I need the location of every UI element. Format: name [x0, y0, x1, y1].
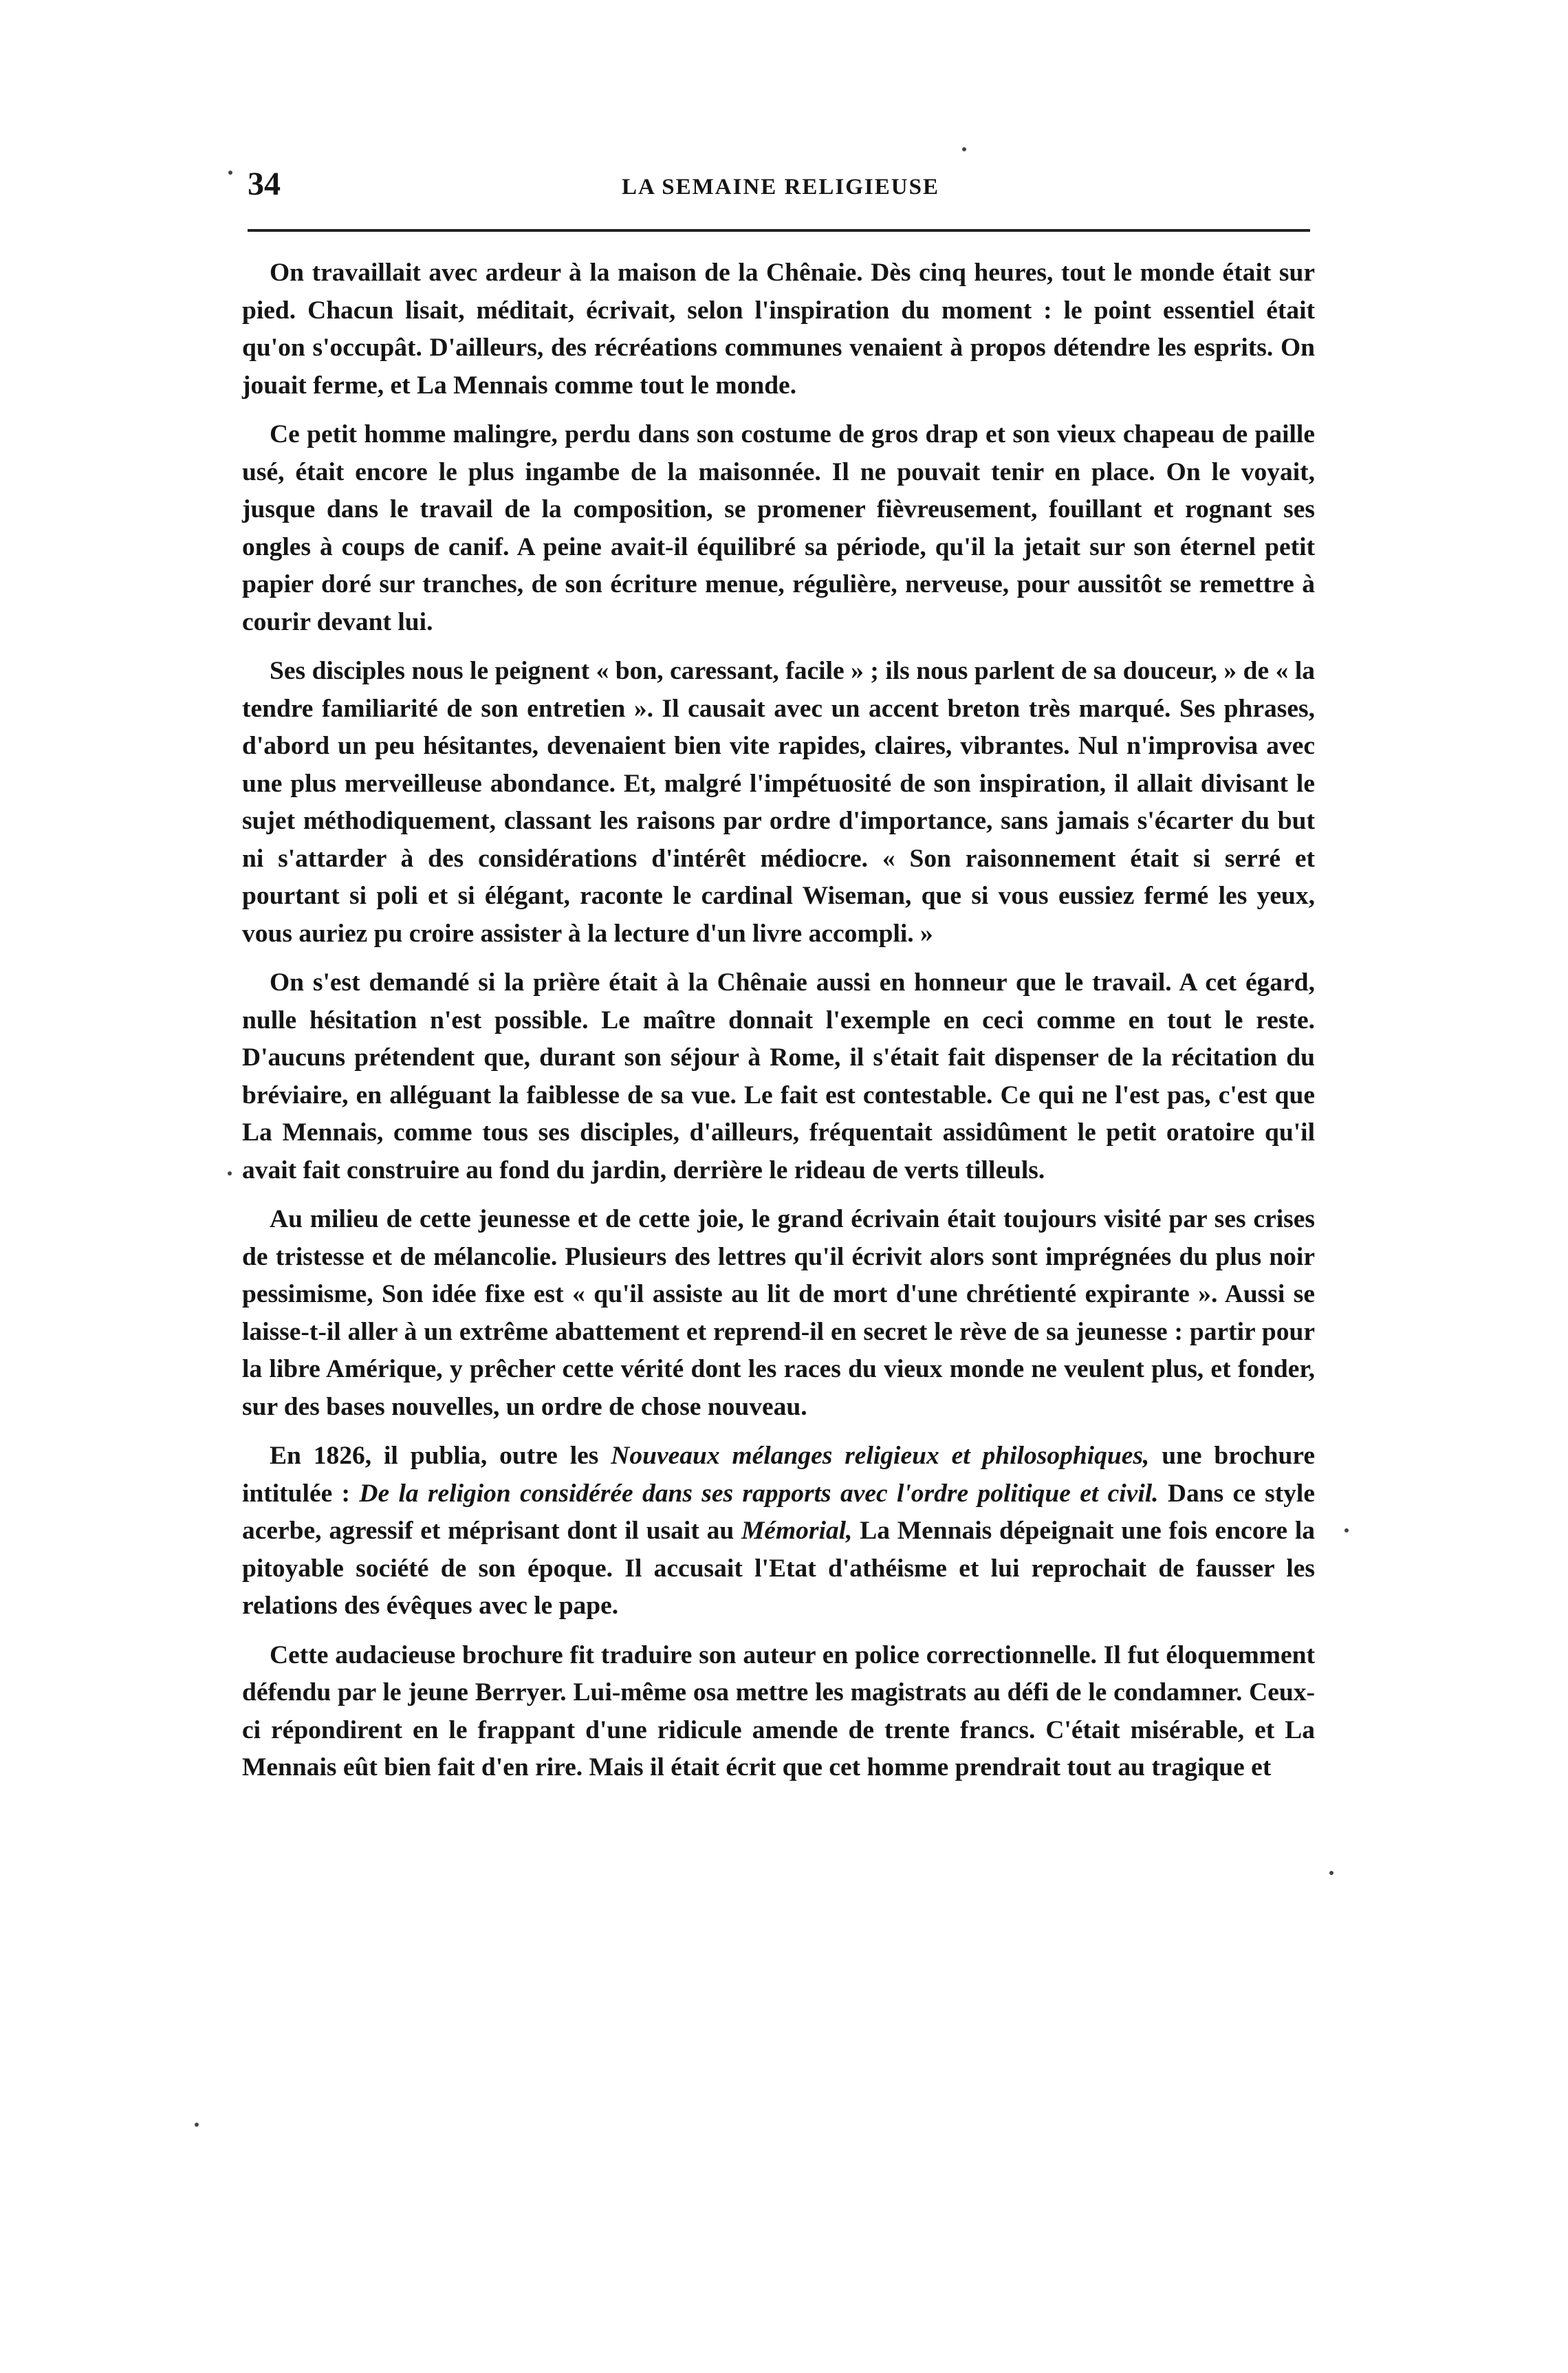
scan-speck [1344, 1528, 1349, 1532]
paragraph [242, 416, 1315, 641]
running-title: LA SEMAINE RELIGIEUSE [622, 175, 939, 199]
paragraph [242, 1637, 1315, 1787]
paragraph-text: On travaillait avec ardeur à la maison de la Chênaie. Dès cinq heures, tout le monde était sur pied. Chacun lisait, méditait, écrivait, selon l'inspiration du moment : le point essentiel était qu'on s'occupât. D'ailleurs, des récréations communes venaient à propos détendre les esprits. On jouait ferme, et La Mennais comme tout le monde. [242, 259, 1315, 400]
paragraph-text: une brochure intitulée : [242, 1442, 1315, 1508]
paragraph [242, 653, 1315, 953]
paragraph [242, 254, 1315, 404]
paragraph-text: Ses disciples nous le peignent « bon, caressant, facile » ; ils nous parlent de sa douceur, » de « la tendre familiarité de son entretien ». Il causait avec un accent breton très marqué. Ses phrases, d'abord un peu hésitantes, devenaient bien vite rapides, claires, vibrantes. Nul n'improvisa avec une plus merveilleuse abondance. Et, malgré l'impétuosité de son inspiration, il allait divisant le sujet méthodiquement, classant les raisons par ordre d'importance, sans jamais s'écarter du but ni s'attarder à des considérations d'intérêt médiocre. « Son raisonnement était si serré et pourtant si poli et si élégant, raconte le cardinal Wiseman, que si vous eussiez fermé les yeux, vous auriez pu croire assister à la lecture d'un livre accompli. » [242, 657, 1315, 948]
scan-speck [228, 1171, 232, 1175]
paragraph-text: Ce petit homme malingre, perdu dans son costume de gros drap et son vieux chapeau de paille usé, était encore le plus ingambe de la maisonnée. Il ne pouvait tenir en place. On le voyait, jusque dans le travail de la composition, se promener fièvreusement, fouillant et rognant ses ongles à coups de canif. A peine avait-il équilibré sa période, qu'il la jetait sur son éternel petit papier doré sur tranches, de son écriture menue, régulière, nerveuse, pour aussitôt se remettre à courir devant lui. [242, 420, 1315, 636]
body-text [242, 254, 1315, 1787]
page-header [248, 165, 1314, 213]
italic-title: De la religion considérée dans ses rapports avec l'ordre politique et civil. [359, 1479, 1159, 1508]
page-number: 34 [248, 166, 281, 202]
paragraph-text: Au milieu de cette jeunesse et de cette joie, le grand écrivain était toujours visité par ses crises de tristesse et de mélancolie. Plusieurs des lettres qu'il écrivit alors sont imprégnées du plus noir pessimisme, Son idée fixe est « qu'il assiste au lit de mort d'une chrétienté expirante ». Aussi se laisse-t-il aller à un extrême abattement et reprend-il en secret le rève de sa jeunesse : partir pour la libre Amérique, y prêcher cette vérité dont les races du vieux monde ne veulent plus, et fonder, sur des bases nouvelles, un ordre de chose nouveau. [242, 1205, 1315, 1421]
paragraph [242, 1438, 1315, 1625]
italic-title: Mémorial, [741, 1517, 853, 1545]
paragraph-text: La Mennais dépeignait une fois encore la pitoyable société de son époque. Il accusait l'Etat d'athéisme et lui reprochait de fausser les relations des évêques avec le pape. [242, 1517, 1315, 1620]
scan-speck [1329, 1871, 1333, 1875]
scan-speck [195, 2123, 199, 2127]
scan-speck [962, 147, 966, 151]
paragraph-text: Dans ce style acerbe, agressif et méprisant dont il usait au [242, 1479, 1315, 1545]
header-rule [248, 229, 1310, 232]
italic-title: Nouveaux mélanges religieux et philosophiques, [611, 1442, 1150, 1470]
paragraph-text: On s'est demandé si la prière était à la Chênaie aussi en honneur que le travail. A cet égard, nulle hésitation n'est possible. Le maître donnait l'exemple en ceci comme en tout le reste. D'aucuns prétendent que, durant son séjour à Rome, il s'était fait dispenser de la récitation du bréviaire, en alléguant la faiblesse de sa vue. Le fait est contestable. Ce qui ne l'est pas, c'est que La Mennais, comme tous ses disciples, d'ailleurs, fréquentait assidûment le petit oratoire qu'il avait fait construire au fond du jardin, derrière le rideau de verts tilleuls. [242, 968, 1315, 1184]
paragraph-text: En 1826, il publia, outre les [270, 1442, 611, 1470]
paragraph [242, 964, 1315, 1189]
paragraph [242, 1201, 1315, 1426]
scan-speck [228, 171, 232, 175]
paragraph-text: Cette audacieuse brochure fit traduire son auteur en police correctionnelle. Il fut éloquemment défendu par le jeune Berryer. Lui-même osa mettre les magistrats au défi de le condamner. Ceux-ci répondirent en le frappant d'une ridicule amende de trente francs. C'était misérable, et La Mennais eût bien fait d'en rire. Mais il était écrit que cet homme prendrait tout au tragique et [242, 1640, 1315, 1781]
